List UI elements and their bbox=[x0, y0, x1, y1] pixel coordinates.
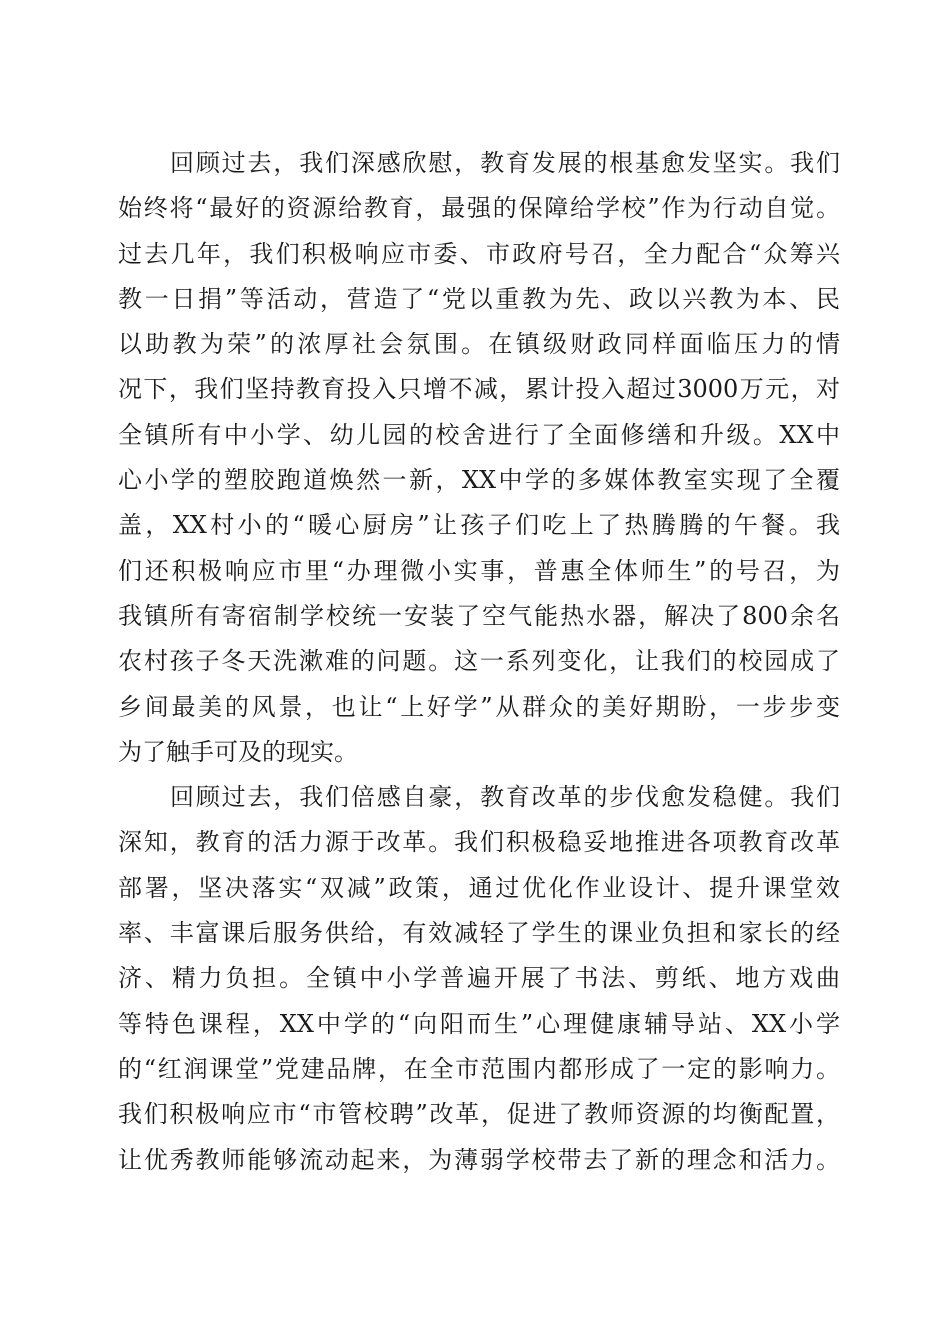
text-line: 过去几年，我们积极响应市委、市政府号召，全力配合“众筹兴 bbox=[118, 239, 840, 268]
text-line-last: 为了触手可及的现实。 bbox=[118, 737, 358, 766]
text-line: 回顾过去，我们倍感自豪，教育改革的步伐愈发稳健。我们 bbox=[170, 783, 840, 812]
text-line: 况下，我们坚持教育投入只增不减，累计投入超过3000万元，对 bbox=[118, 375, 840, 404]
text-line: 率、丰富课后服务供给，有效减轻了学生的课业负担和家长的经 bbox=[118, 919, 840, 948]
paragraph-2 bbox=[118, 775, 840, 1183]
text-line: 乡间最美的风景，也让“上好学”从群众的美好期盼，一步步变 bbox=[118, 692, 840, 721]
text-line: 让优秀教师能够流动起来，为薄弱学校带去了新的理念和活力。 bbox=[118, 1145, 840, 1174]
text-line: 全镇所有中小学、幼儿园的校舍进行了全面修缮和升级。XX中 bbox=[118, 420, 840, 449]
text-line: 济、精力负担。全镇中小学普遍开展了书法、剪纸、地方戏曲 bbox=[118, 964, 840, 993]
text-line: 回顾过去，我们深感欣慰，教育发展的根基愈发坚实。我们 bbox=[170, 149, 840, 177]
text-line: 始终将“最好的资源给教育，最强的保障给学校”作为行动自觉。 bbox=[118, 194, 840, 223]
text-line: 部署，坚决落实“双减”政策，通过优化作业设计、提升课堂效 bbox=[118, 873, 840, 902]
text-line: 农村孩子冬天洗漱难的问题。这一系列变化，让我们的校园成了 bbox=[118, 647, 840, 676]
text-line: 们还积极响应市里“办理微小实事，普惠全体师生”的号召，为 bbox=[118, 556, 840, 585]
text-line: 的“红润课堂”党建品牌，在全市范围内都形成了一定的影响力。 bbox=[118, 1054, 840, 1083]
text-line: 深知，教育的活力源于改革。我们积极稳妥地推进各项教育改革 bbox=[118, 828, 840, 857]
text-line: 心小学的塑胶跑道焕然一新，XX中学的多媒体教室实现了全覆 bbox=[118, 466, 840, 495]
text-line: 盖，XX村小的“暖心厨房”让孩子们吃上了热腾腾的午餐。我 bbox=[118, 511, 840, 540]
text-line: 我们积极响应市“市管校聘”改革，促进了教师资源的均衡配置， bbox=[118, 1100, 840, 1129]
text-line: 我镇所有寄宿制学校统一安装了空气能热水器，解决了800余名 bbox=[118, 601, 840, 630]
body-text bbox=[118, 141, 840, 1183]
text-line: 教一日捐”等活动，营造了“党以重教为先、政以兴教为本、民 bbox=[118, 284, 840, 313]
paragraph-1 bbox=[118, 141, 840, 775]
text-line: 等特色课程，XX中学的“向阳而生”心理健康辅导站、XX小学 bbox=[118, 1009, 840, 1038]
text-line: 以助教为荣”的浓厚社会氛围。在镇级财政同样面临压力的情 bbox=[118, 330, 840, 359]
